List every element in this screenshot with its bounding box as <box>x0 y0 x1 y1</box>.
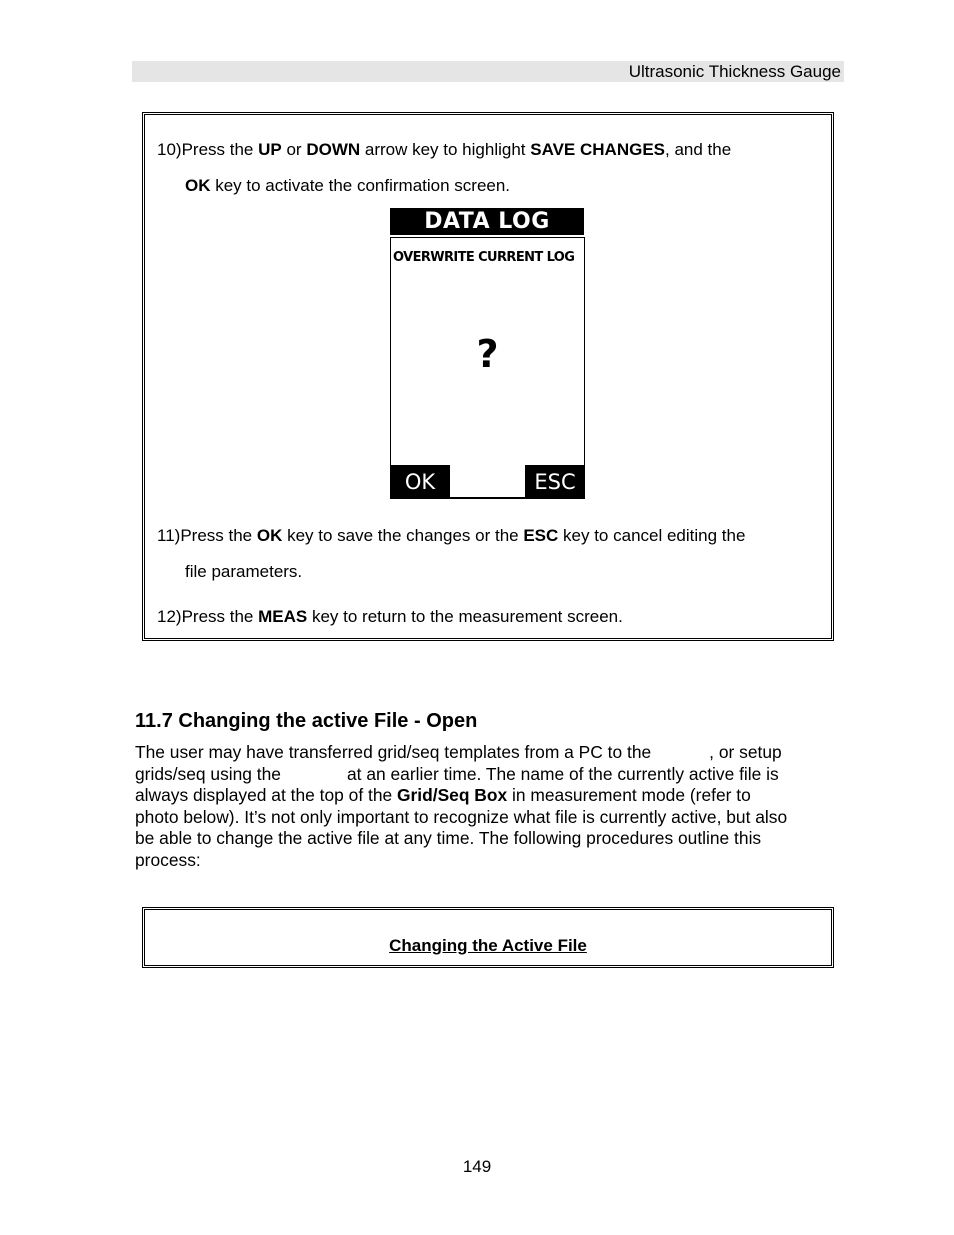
esc-softkey: ESC <box>525 465 585 499</box>
ok-softkey: OK <box>390 465 450 499</box>
paragraph-line: photo below). It’s not only important to recognize what file is currently active, but also <box>135 806 788 827</box>
section-paragraph <box>135 742 847 872</box>
text: always displayed at the top of the <box>135 785 397 806</box>
step-text: key to return to the measurement screen. <box>307 607 623 626</box>
paragraph-line <box>135 764 847 786</box>
text: at an earlier time. The name of the currently active file is <box>346 763 779 784</box>
device-screen <box>390 237 585 499</box>
step-number: 11) <box>157 526 181 545</box>
step-text: key to activate the confirmation screen. <box>210 176 511 195</box>
step-11 <box>157 526 745 546</box>
paragraph-line: be able to change the active file at any time. The following procedures outline this <box>135 828 762 849</box>
text: in measurement mode (refer to <box>507 785 751 806</box>
step-12 <box>157 607 623 627</box>
key-ok: OK <box>256 526 283 545</box>
text: The user may have transferred grid/seq templates from a PC to the <box>135 742 652 762</box>
text: grids/seq using the <box>135 763 281 784</box>
paragraph-line <box>135 785 847 807</box>
step-10-continued <box>185 176 510 196</box>
step-text: or <box>281 140 307 159</box>
step-number: 10) <box>157 140 182 159</box>
grid-seq-box-term: Grid/Seq Box <box>397 785 508 806</box>
section-heading: 11.7 Changing the active File - Open <box>135 710 478 732</box>
step-text: Press the <box>180 526 257 545</box>
text: , or setup <box>709 742 782 762</box>
key-down: DOWN <box>306 140 361 159</box>
paragraph-line <box>135 742 847 764</box>
question-mark: ? <box>476 332 499 376</box>
step-text: , and the <box>665 140 732 159</box>
step-10 <box>157 140 731 160</box>
procedure-title-box <box>142 907 834 968</box>
header-title: Ultrasonic Thickness Gauge <box>628 62 841 81</box>
step-text: Press the <box>181 607 259 626</box>
step-number: 12) <box>157 607 182 626</box>
step-text: key to save the changes or the <box>282 526 524 545</box>
key-ok: OK <box>185 176 211 195</box>
step-text: key to cancel editing the <box>558 526 746 545</box>
step-text: Press the <box>181 140 259 159</box>
page-number: 149 <box>462 1157 492 1176</box>
device-screen-title: DATA LOG <box>390 208 584 235</box>
paragraph-line: process: <box>135 849 201 870</box>
menu-save-changes: SAVE CHANGES <box>530 140 665 159</box>
screen-divider <box>449 497 526 499</box>
key-up: UP <box>258 140 282 159</box>
procedure-title: Changing the Active File <box>389 936 587 955</box>
running-header <box>132 61 844 82</box>
overwrite-message: OVERWRITE CURRENT LOG <box>393 250 575 265</box>
key-meas: MEAS <box>258 607 308 626</box>
step-text: arrow key to highlight <box>360 140 531 159</box>
step-11-continued: file parameters. <box>185 562 303 581</box>
key-esc: ESC <box>523 526 559 545</box>
